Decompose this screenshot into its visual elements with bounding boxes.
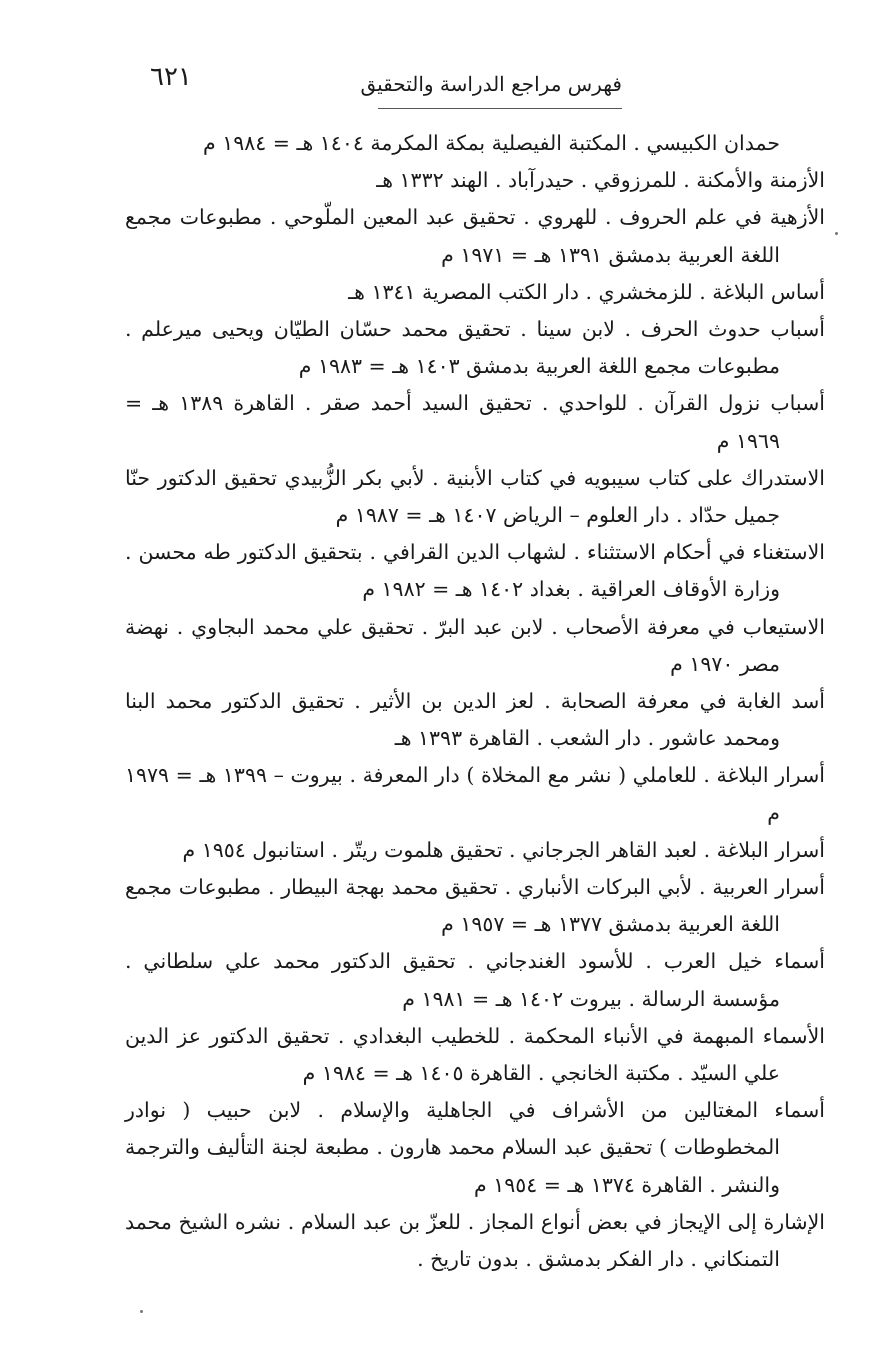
scan-speck	[835, 232, 838, 235]
bibliography-entry: الاستيعاب في معرفة الأصحاب . لابن عبد البرّ . تحقيق علي محمد البجاوي . نهضة مصر ١٩٧٠ م	[125, 614, 825, 676]
bibliography-entry: أسرار البلاغة . للعاملي ( نشر مع المخلاة ) دار المعرفة . بيروت – ١٣٩٩ هـ = ١٩٧٩ م	[125, 763, 825, 825]
bibliography-entry: الأزهية في علم الحروف . للهروي . تحقيق عبد المعين الملّوحي . مطبوعات مجمع اللغة العربية بدمشق ١٣٩١ هـ = ١٩٧١ م	[125, 205, 825, 267]
scan-speck	[140, 1310, 143, 1313]
bibliography-entry: حمدان الكبيسي . المكتبة الفيصلية بمكة المكرمة ١٤٠٤ هـ = ١٩٨٤ م	[202, 131, 780, 155]
bibliography-entry: أسرار البلاغة . لعبد القاهر الجرجاني . تحقيق هلموت ريتّر . استانبول ١٩٥٤ م	[182, 837, 825, 862]
running-header: فهرس مراجع الدراسة والتحقيق	[360, 72, 622, 96]
page-number: ٦٢١	[150, 62, 192, 92]
bibliography-entry: أسباب نزول القرآن . للواحدي . تحقيق السيد أحمد صقر . القاهرة ١٣٨٩ هـ = ١٩٦٩ م	[125, 391, 825, 453]
bibliography-entry: الأسماء المبهمة في الأنباء المحكمة . للخطيب البغدادي . تحقيق الدكتور عز الدين علي السيّد . مكتبة الخانجي . القاهرة ١٤٠٥ هـ = ١٩٨٤ م	[125, 1023, 825, 1086]
bibliography-entry: أسرار العربية . لأبي البركات الأنباري . تحقيق محمد بهجة البيطار . مطبوعات مجمع اللغة العربية بدمشق ١٣٧٧ هـ = ١٩٥٧ م	[125, 875, 825, 937]
bibliography-entry: أسباب حدوث الحرف . لابن سينا . تحقيق محمد حسّان الطيّان ويحيى ميرعلم . مطبوعات مجمع اللغة العربية بدمشق ١٤٠٣ هـ = ١٩٨٣ م	[125, 317, 825, 379]
bibliography-entry: الاستدراك على كتاب سيبويه في كتاب الأبنية . لأبي بكر الزُّبيدي تحقيق الدكتور حنّا جميل حدّاد . دار العلوم – الرياض ١٤٠٧ هـ = ١٩٨٧ م	[125, 465, 825, 528]
bibliography-entry: الأزمنة والأمكنة . للمرزوقي . حيدرآباد . الهند ١٣٣٢ هـ	[376, 168, 825, 193]
bibliography-entry: الإشارة إلى الإيجاز في بعض أنواع المجاز . للعزّ بن عبد السلام . نشره الشيخ محمد التمنكاني . دار الفكر بدمشق . بدون تاريخ .	[125, 1209, 825, 1272]
bibliography-list	[125, 125, 825, 1278]
header-rule	[378, 108, 622, 109]
bibliography-entry: أساس البلاغة . للزمخشري . دار الكتب المصرية ١٣٤١ هـ	[348, 279, 825, 304]
bibliography-entry: أسماء خيل العرب . للأسود الغندجاني . تحقيق الدكتور محمد علي سلطاني . مؤسسة الرسالة . بيروت ١٤٠٢ هـ = ١٩٨١ م	[125, 949, 825, 1011]
bibliography-entry: أسد الغابة في معرفة الصحابة . لعز الدين بن الأثير . تحقيق الدكتور محمد البنا ومحمد عاشور . دار الشعب . القاهرة ١٣٩٣ هـ	[125, 689, 825, 751]
bibliography-entry: أسماء المغتالين من الأشراف في الجاهلية والإسلام . لابن حبيب ( نوادر المخطوطات ) تحقيق عبد السلام محمد هارون . مطبعة لجنة التأليف والترجمة والنشر . القاهرة ١٣٧٤ هـ = ١٩٥٤ م	[125, 1098, 825, 1197]
bibliography-entry: الاستغناء في أحكام الاستثناء . لشهاب الدين القرافي . بتحقيق الدكتور طه محسن . وزارة الأوقاف العراقية . بغداد ١٤٠٢ هـ = ١٩٨٢ م	[125, 540, 825, 602]
